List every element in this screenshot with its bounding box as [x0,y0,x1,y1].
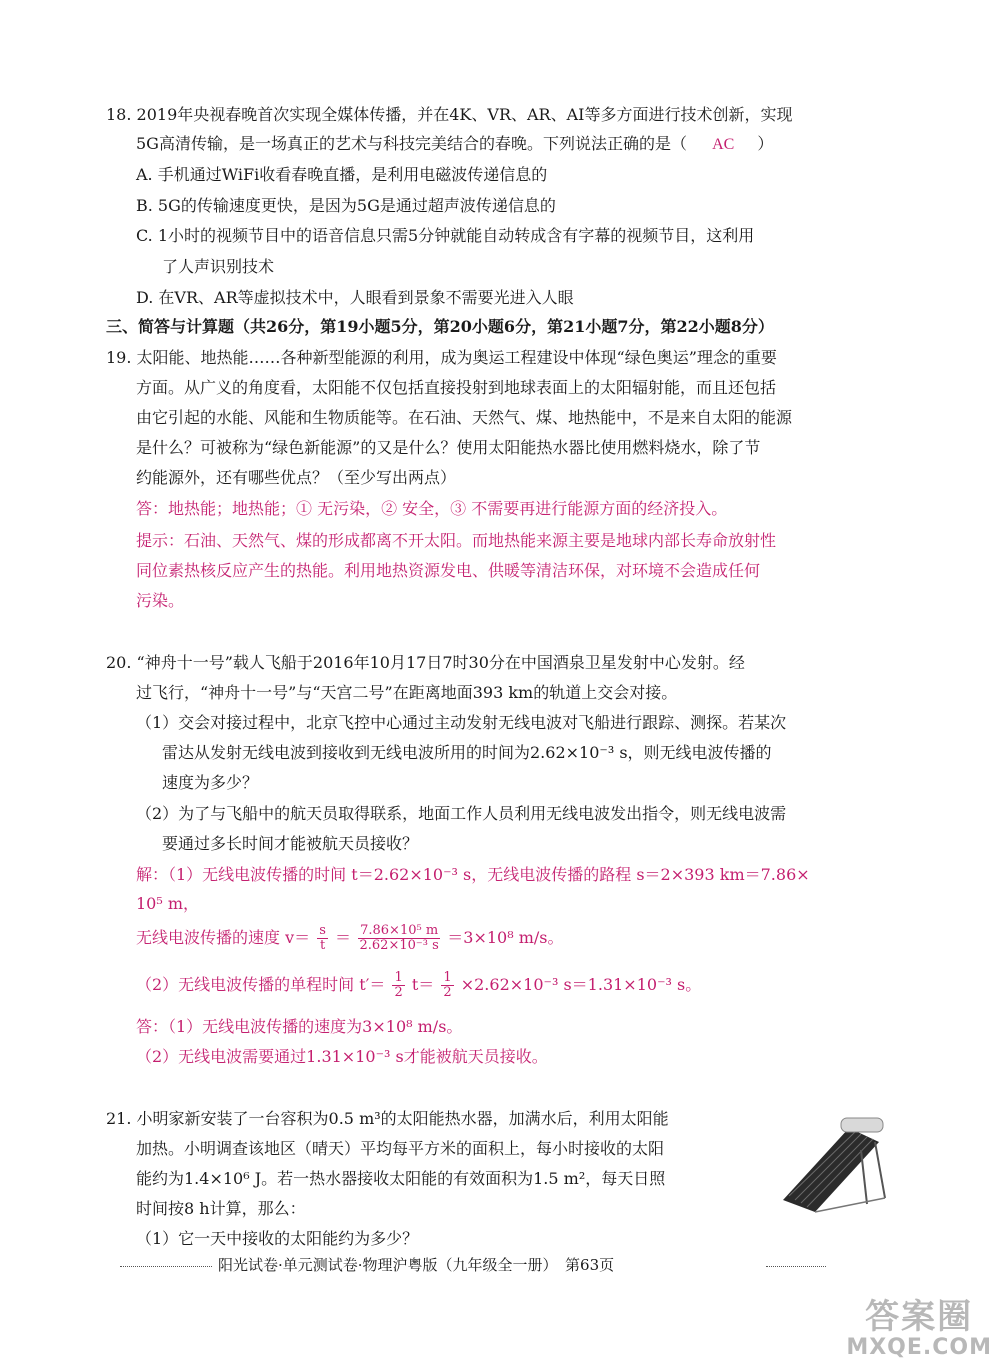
q18-option-b: B. 5G的传输速度更快，是因为5G是通过超声波传递信息的 [136,196,556,215]
fraction-numerator: s [319,923,326,938]
fraction-distance-over-time [358,924,440,953]
watermark-logo [846,1298,992,1360]
q20-part1-line1: （1）交会对接过程中，北京飞控中心通过主动发射无线电波对飞船进行跟踪、测探。若某次 [136,713,787,732]
q20-part1-line2: 雷达从发射无线电波到接收到无线电波所用的时间为2.62×10⁻³ s，则无线电波传播的 [162,743,772,762]
fraction-denominator: 2 [394,985,403,1000]
formula-middle: t＝ [411,975,435,994]
solar-water-heater-image [775,1108,895,1218]
q18-line2-close: ） [757,134,774,153]
q18-option-a: A. 手机通过WiFi收看春晚直播，是利用电磁波传递信息的 [136,165,548,184]
fraction-denominator: t [319,938,326,953]
fraction-denominator: 2 [443,985,452,1000]
q20-answer-line2: （2）无线电波需要通过1.31×10⁻³ s才能被航天员接收。 [136,1047,548,1066]
formula-equals: ＝ [335,928,352,947]
q19-line1: 19. 太阳能、地热能……各种新型能源的利用，成为奥运工程建设中体现“绿色奥运”理念的重要 [106,348,777,367]
q20-part1-line3: 速度为多少？ [162,773,259,792]
q20-speed-formula [136,920,564,956]
footer-dots-left [120,1266,212,1267]
q20-single-trip-formula [136,967,701,1003]
page-footer: 阳光试卷·单元测试卷·物理沪粤版（九年级全一册） 第63页 [218,1256,615,1274]
q20-solution-line1: 解：（1）无线电波传播的时间 t＝2.62×10⁻³ s，无线电波传播的路程 s＝2×393 km＝7.86× [136,865,810,884]
q20-part2-line2: 要通过多长时间才能被航天员接收？ [162,834,419,853]
watermark-line1: 答案圈 [865,1297,974,1337]
q19-hint-line3: 污染。 [136,591,185,610]
q18-line2-text: 5G高清传输，是一场真正的艺术与科技完美结合的春晚。下列说法正确的是（ [136,134,687,153]
fraction-numerator: 7.86×10⁵ m [360,923,439,938]
q20-answer-line1: 答：（1）无线电波传播的速度为3×10⁸ m/s。 [136,1017,463,1036]
q19-hint-line1: 提示：石油、天然气、煤的形成都离不开太阳。而地热能来源主要是地球内部长寿命放射性 [136,531,777,550]
q21-line1: 21. 小明家新安装了一台容积为0.5 m³的太阳能热水器，加满水后，利用太阳能 [106,1109,669,1128]
q18-answer: AC [712,136,735,153]
fraction-numerator: 1 [394,970,403,985]
fraction-half [392,971,404,1000]
formula-prefix: （2）无线电波传播的单程时间 t′＝ [136,975,386,994]
q19-line3: 由它引起的水能、风能和生物质能等。在石油、天然气、煤、地热能中，不是来自太阳的能源 [136,408,793,427]
formula-result: ＝3×10⁸ m/s。 [447,928,564,947]
q20-line2: 过飞行，“神舟十一号”与“天宫二号”在距离地面393 km的轨道上交会对接。 [136,683,678,702]
q21-line4: 时间按8 h计算，那么： [136,1199,306,1218]
q20-part2-line1: （2）为了与飞船中的航天员取得联系，地面工作人员利用无线电波发出指令，则无线电波需 [136,804,787,823]
fraction-numerator: 1 [443,970,452,985]
section-heading: 三、简答与计算题（共26分，第19小题5分，第20小题6分，第21小题7分，第22小题8分） [106,317,774,336]
footer-dots-right [766,1266,826,1267]
q19-line5: 约能源外，还有哪些优点？（至少写出两点） [136,468,457,487]
formula-prefix: 无线电波传播的速度 v＝ [136,928,311,947]
q21-part1: （1）它一天中接收的太阳能约为多少？ [136,1229,419,1248]
fraction-denominator: 2.62×10⁻³ s [359,938,439,953]
formula-result: ×2.62×10⁻³ s＝1.31×10⁻³ s。 [460,975,702,994]
fraction-s-over-t [317,924,328,953]
q20-line1: 20. “神舟十一号”载人飞船于2016年10月17日7时30分在中国酒泉卫星发射中心发射。经 [106,653,745,672]
q19-answer: 答：地热能；地热能；① 无污染，② 安全，③ 不需要再进行能源方面的经济投入。 [136,499,728,518]
fraction-half [441,971,453,1000]
q18-option-c-cont: 了人声识别技术 [162,257,275,276]
q21-line3: 能约为1.4×10⁶ J。若一热水器接收太阳能的有效面积为1.5 m²，每天日照 [136,1169,666,1188]
q18-option-d: D. 在VR、AR等虚拟技术中，人眼看到景象不需要光进入人眼 [136,288,574,307]
q19-line2: 方面。从广义的角度看，太阳能不仅包括直接投射到地球表面上的太阳辐射能，而且还包括 [136,378,777,397]
q19-line4: 是什么？可被称为“绿色新能源”的又是什么？使用太阳能热水器比使用燃料烧水，除了节 [136,438,761,457]
q21-line2: 加热。小明调查该地区（晴天）平均每平方米的面积上，每小时接收的太阳 [136,1139,665,1158]
q18-line2 [136,133,773,156]
q19-hint-line2: 同位素热核反应产生的热能。利用地热资源发电、供暖等清洁环保，对环境不会造成任何 [136,561,761,580]
q18-option-c: C. 1小时的视频节目中的语音信息只需5分钟就能自动转成含有字幕的视频节目，这利用 [136,226,755,245]
q20-solution-line1-cont: 10⁵ m， [136,894,200,913]
q18-line1: 18. 2019年央视春晚首次实现全媒体传播，并在4K、VR、AR、AI等多方面进行技术创新，实现 [106,105,793,124]
watermark-line2: MXQE.COM [846,1335,992,1360]
